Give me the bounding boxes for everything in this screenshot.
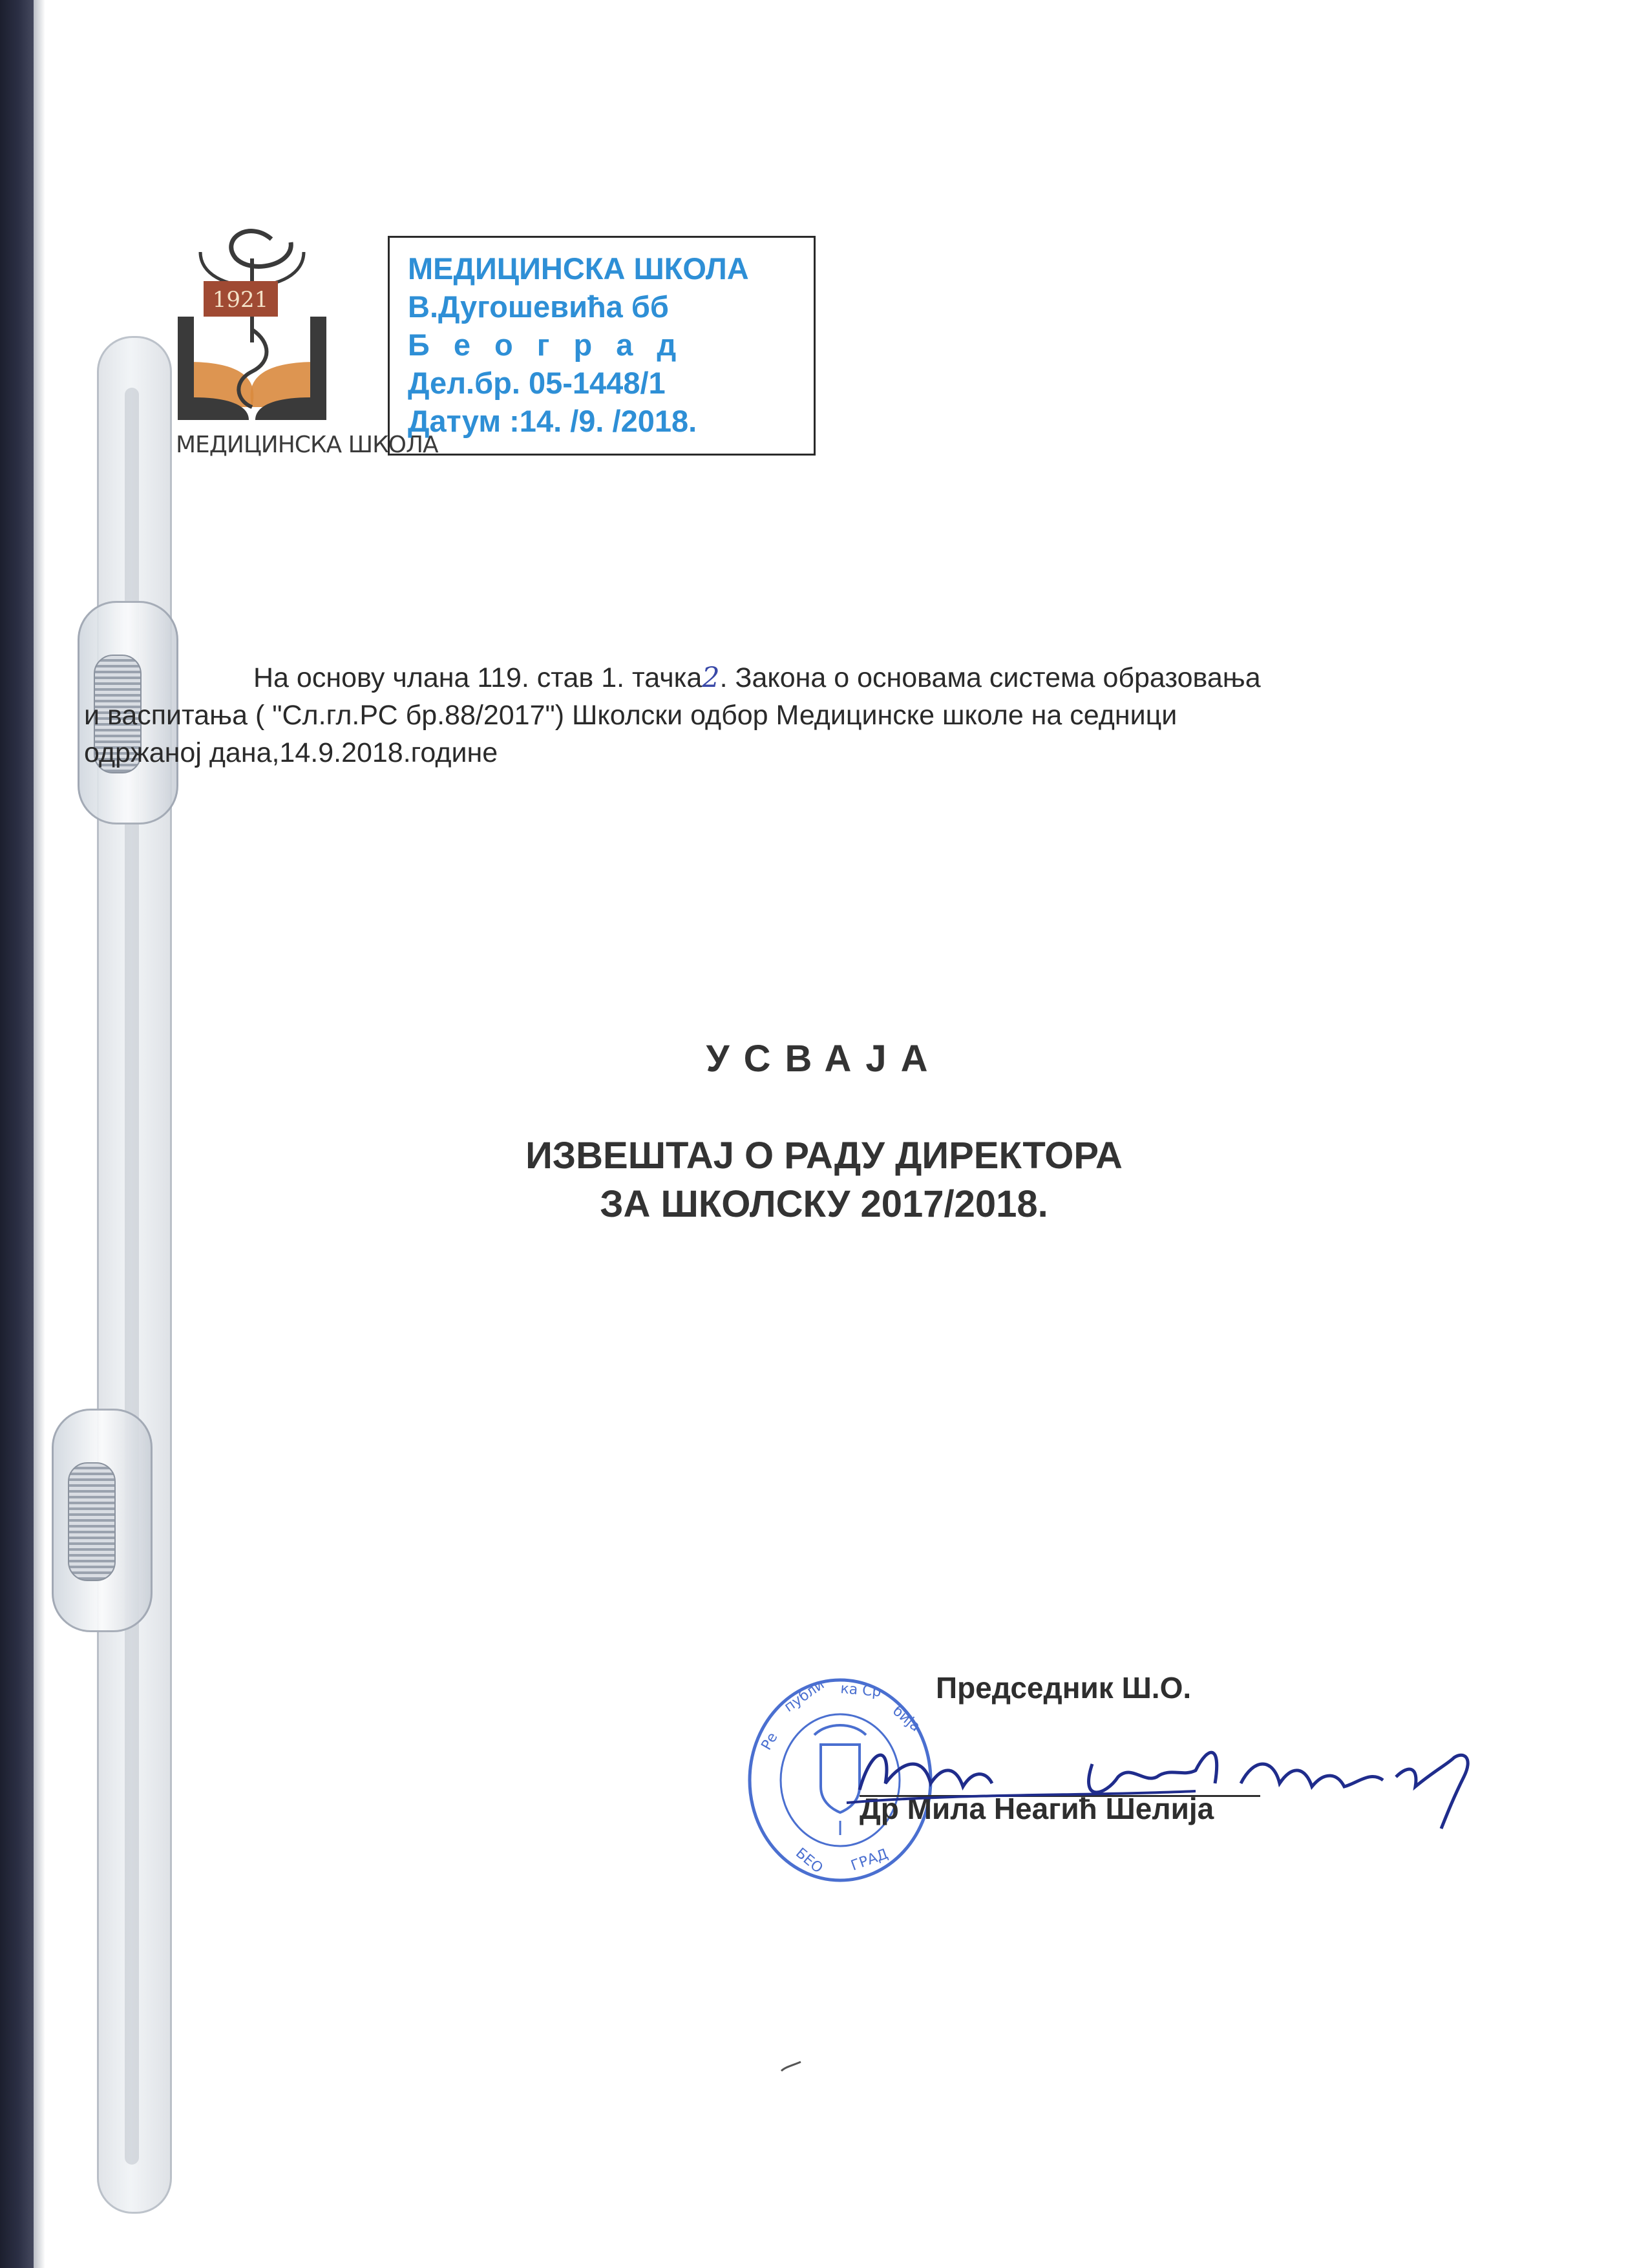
- binder-clip-grip: [68, 1462, 116, 1581]
- preamble-line-1-start: На основу члана 119. став 1. тачка: [253, 662, 703, 693]
- preamble-paragraph: [84, 659, 1454, 772]
- preamble-line-2: и васпитања ( "Сл.гл.РС бр.88/2017") Школски одбор Медицинске школе на седници: [84, 700, 1178, 731]
- preamble-line-1-end: . Закона о основама система образовања: [719, 662, 1261, 693]
- report-title-line-2: ЗА ШКОЛСКУ 2017/2018.: [600, 1183, 1048, 1225]
- registry-stamp: [388, 236, 816, 456]
- svg-text:Ре: Ре: [758, 1730, 781, 1753]
- stamp-date: Датум :14. /9. /2018.: [408, 404, 697, 438]
- school-logo: [174, 213, 438, 465]
- report-title-line-1: ИЗВЕШТАЈ О РАДУ ДИРЕКТОРА: [525, 1135, 1123, 1177]
- svg-text:ка Ср: ка Ср: [840, 1681, 882, 1701]
- logo-year: 1921: [212, 287, 269, 313]
- svg-text:БЕО: БЕО: [792, 1845, 826, 1877]
- signer-name: Др Мила Неагић Шелија: [860, 1792, 1214, 1825]
- logo-caption: МЕДИЦИНСКА ШКОЛА: [176, 432, 438, 458]
- handwritten-point-number: 2: [702, 662, 720, 694]
- svg-text:публи: публи: [781, 1676, 828, 1716]
- signer-role: Председник Ш.О.: [936, 1671, 1192, 1705]
- handwritten-signature: [834, 1706, 1499, 1835]
- stamp-school-name: МЕДИЦИНСКА ШКОЛА: [408, 251, 749, 286]
- stamp-city: Б е о г р а д: [408, 328, 684, 362]
- preamble-line-1: [84, 659, 1454, 697]
- preamble-line-3: одржаној дана,14.9.2018.године: [84, 737, 498, 768]
- svg-text:ГРАД: ГРАД: [849, 1845, 891, 1874]
- scan-speck: [779, 2058, 805, 2077]
- stamp-address: В.Дугошевића бб: [408, 289, 669, 324]
- svg-text:бија: бија: [889, 1703, 924, 1736]
- seal-center-mark: I: [837, 1818, 843, 1840]
- stamp-reference-number: Дел.бр. 05-1448/1: [408, 366, 666, 400]
- binder-clip-bottom: [52, 1409, 153, 1632]
- decision-verb: УСВАЈА: [706, 1038, 942, 1080]
